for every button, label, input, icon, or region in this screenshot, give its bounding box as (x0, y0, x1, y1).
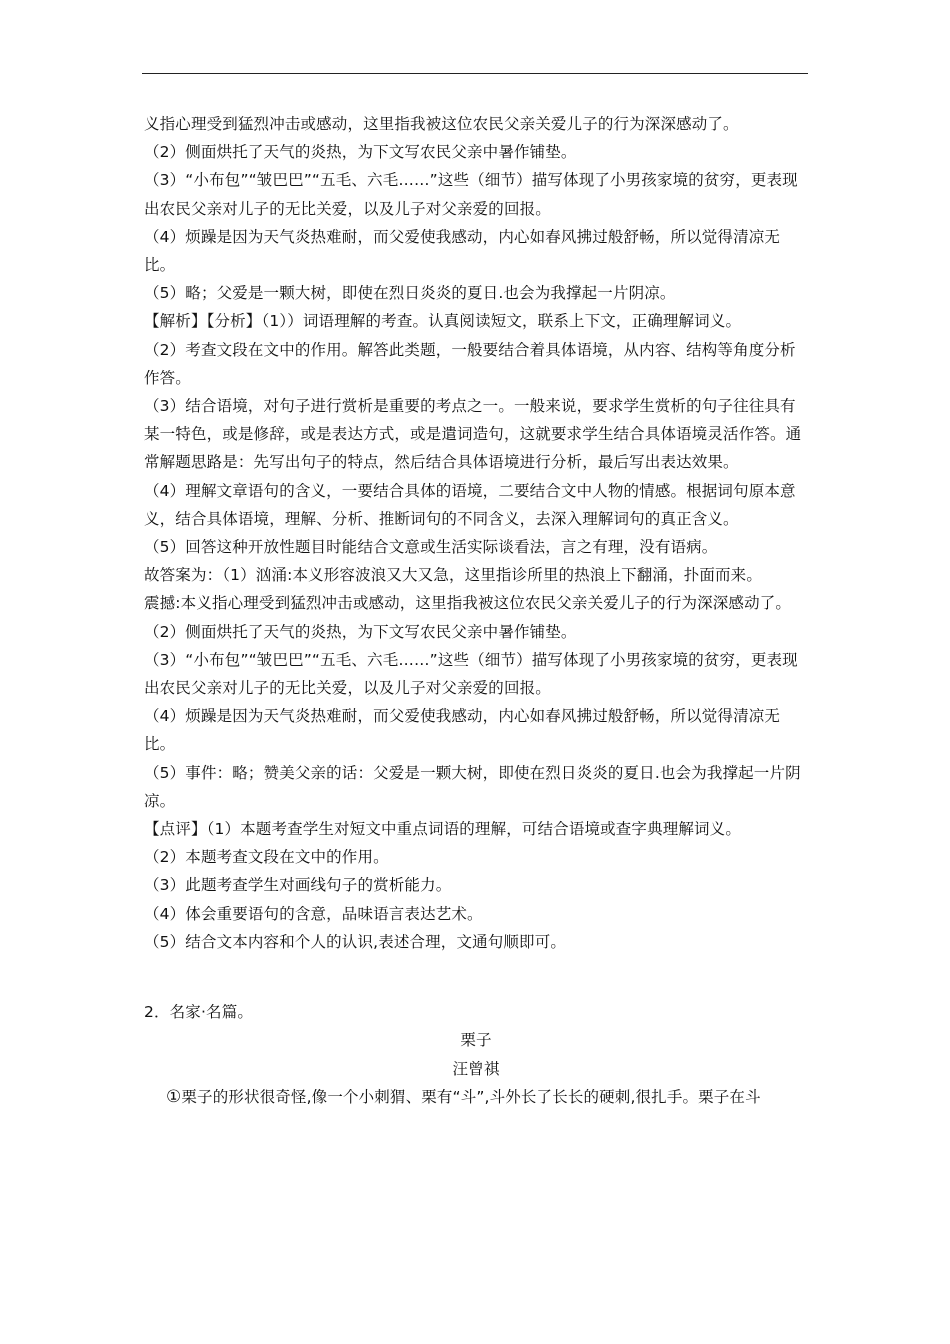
essay-author: 汪曾祺 (452, 1059, 500, 1078)
answer-summary-line: （2）侧面烘托了天气的炎热，为下文写农民父亲中暑作铺垫。 (144, 622, 577, 641)
analysis-line: （5）回答这种开放性题目时能结合文意或生活实际谈看法，言之有理，没有语病。 (144, 538, 718, 557)
analysis-line: 【解析】【分析】（1））词语理解的考查。认真阅读短文，联系上下文，正确理解词义。 (144, 312, 742, 331)
analysis-line: （3）结合语境，对句子进行赏析是重要的考点之一。一般来说，要求学生赏析的句子往往具有某一特色，或是修辞，或是表达方式，或是遣词造句，这就要求学生结合具体语境灵活作答。通常解题思路是：先写出句子的特点，然后结合具体语境进行分析，最后写出表达效果。 (144, 397, 802, 472)
question-heading: 2．名家·名篇。 (144, 1003, 253, 1022)
essay-title: 栗子 (460, 1031, 492, 1050)
header-rule (142, 73, 808, 74)
answer-line: （4）烦躁是因为天气炎热难耐，而父爱使我感动，内心如春风拂过般舒畅，所以觉得清凉无比。 (144, 227, 781, 275)
answer-summary-line: （4）烦躁是因为天气炎热难耐，而父爱使我感动，内心如春风拂过般舒畅，所以觉得清凉无比。 (144, 707, 781, 754)
answer-summary-line: 震撼:本义指心理受到猛烈冲击或感动，这里指我被这位农民父亲关爱儿子的行为深深感动了。 (144, 594, 792, 613)
section-gap (144, 956, 808, 998)
answer-line: （2）侧面烘托了天气的炎热，为下文写农民父亲中暑作铺垫。 (144, 143, 577, 162)
answer-summary-line: 故答案为：（1）汹涌:本义形容波浪又大又急，这里指诊所里的热浪上下翻涌，扑面而来。 (144, 566, 762, 585)
answer-summary-line: （3）“小布包”“皱巴巴”“五毛、六毛……”这些（细节）描写体现了小男孩家境的贫穷，更表现出农民父亲对儿子的无比关爱，以及儿子对父亲爱的回报。 (144, 650, 798, 698)
answer-line: （3）“小布包”“皱巴巴”“五毛、六毛……”这些（细节）描写体现了小男孩家境的贫穷，更表现出农民父亲对儿子的无比关爱，以及儿子对父亲爱的回报。 (144, 171, 798, 218)
paragraph-number-mark: ① (166, 1086, 182, 1107)
essay-paragraph-text: 栗子的形状很奇怪,像一个小刺猬、栗有“斗”,斗外长了长长的硬刺,很扎手。栗子在斗 (181, 1087, 761, 1106)
analysis-line: （2）考查文段在文中的作用。解答此类题，一般要结合着具体语境，从内容、结构等角度分析作答。 (144, 340, 796, 387)
answer-line: 义指心理受到猛烈冲击或感动，这里指我被这位农民父亲关爱儿子的行为深深感动了。 (144, 115, 739, 133)
comment-line: （2）本题考查文段在文中的作用。 (144, 848, 389, 867)
answer-line: （5）略；父爱是一颗大树，即使在烈日炎炎的夏日.也会为我撑起一片阴凉。 (144, 284, 676, 303)
comment-line: （5）结合文本内容和个人的认识,表述合理，文通句顺即可。 (144, 932, 566, 951)
document-body (144, 110, 808, 1111)
comment-line: 【点评】（1）本题考查学生对短文中重点词语的理解，可结合语境或查字典理解词义。 (144, 820, 741, 839)
essay-paragraph (144, 1083, 808, 1111)
comment-line: （4）体会重要语句的含意，品味语言表达艺术。 (144, 904, 483, 923)
comment-line: （3）此题考查学生对画线句子的赏析能力。 (144, 876, 452, 895)
analysis-line: （4）理解文章语句的含义，一要结合具体的语境，二要结合文中人物的情感。根据词句原本意义，结合具体语境，理解、分析、推断词句的不同含义，去深入理解词句的真正含义。 (144, 481, 796, 528)
answer-summary-line: （5）事件：略；赞美父亲的话：父爱是一颗大树，即使在烈日炎炎的夏日.也会为我撑起一片阴凉。 (144, 763, 801, 810)
